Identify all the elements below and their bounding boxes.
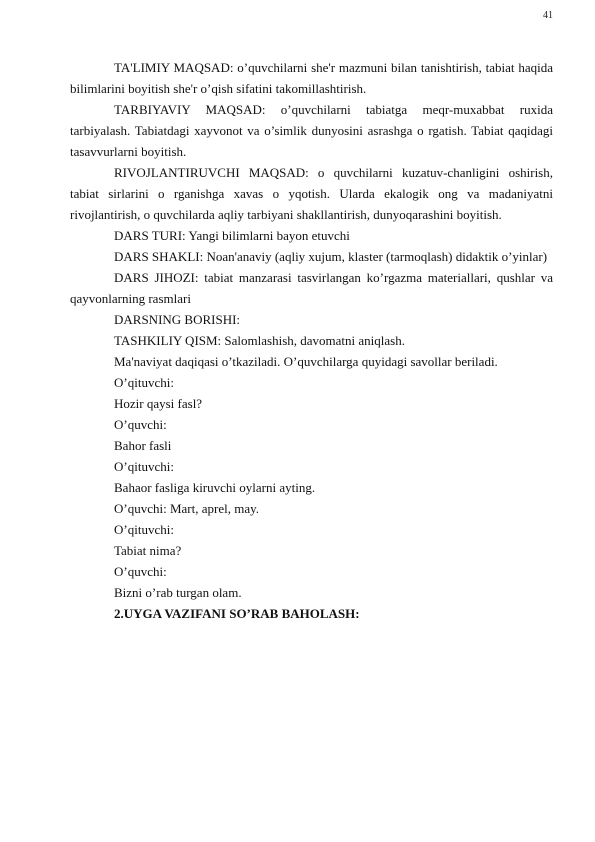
line-tashkiliy-qism: TASHKILIY QISM: Salomlashish, davomatni aniqlash.	[114, 333, 405, 348]
dialogue-line: O’qituvchi:	[114, 375, 174, 390]
line-darsning-borishi: DARSNING BORISHI:	[114, 312, 241, 327]
line-manaviyat-daqiqasi: Ma'naviyat daqiqasi o’tkaziladi. O’quvchilarga quyidagi savollar beriladi.	[114, 354, 498, 369]
dialogue-line: Bizni o’rab turgan olam.	[114, 585, 242, 600]
paragraph-tarbiyaviy-maqsad: TARBIYAVIY MAQSAD: o’quvchilarni tabiatga meqr-muxabbat ruxida tarbiyalash. Tabiatdagi xayvonot va o’simlik dunyosini asrashga o rgatish. Tabiat qaqidagi tasavvurlarni boyitish.	[70, 102, 553, 159]
paragraph-rivojlantiruvchi-maqsad: RIVOJLANTIRUVCHI MAQSAD: o quvchilarni kuzatuv-chanligini oshirish, tabiat sirlarini o rganishga xavas o yqotish. Ularda ekalogik ong va madaniyatni rivojlantirish, o quvchilarda aqliy tarbiyani shakllantirish, dunyoqarashini boyitish.	[70, 165, 553, 222]
paragraph-dars-turi: DARS TURI: Yangi bilimlarni bayon etuvchi	[114, 228, 350, 243]
dialogue-line: O’quvchi: Mart, aprel, may.	[114, 501, 259, 516]
dialogue-line: O’quvchi:	[114, 417, 167, 432]
dialogue-line: O’qituvchi:	[114, 459, 174, 474]
dialogue-line: O’quvchi:	[114, 564, 167, 579]
page-number: 41	[543, 10, 553, 21]
section-heading: 2.UYGA VAZIFANI SO’RAB BAHOLASH:	[114, 606, 360, 621]
dialogue-line: Bahaor fasliga kiruvchi oylarni ayting.	[114, 480, 316, 495]
paragraph-dars-shakli: DARS SHAKLI: Noan'anaviy (aqliy xujum, klaster (tarmoqlash) didaktik o’yinlar)	[114, 249, 548, 264]
paragraph-talimiy-maqsad: TA'LIMIY MAQSAD: o’quvchilarni she'r mazmuni bilan tanishtirish, tabiat haqida bilimlarini boyitish she'r o’qish sifatini takomillashtirish.	[70, 60, 553, 96]
dialogue-line: Hozir qaysi fasl?	[114, 396, 203, 411]
dialogue-line: Bahor fasli	[114, 438, 172, 453]
paragraph-dars-jihozi: DARS JIHOZI: tabiat manzarasi tasvirlangan ko’rgazma materiallari, qushlar va qayvonlarning rasmlari	[70, 270, 553, 306]
dialogue-line: O’qituvchi:	[114, 522, 174, 537]
dialogue-line: Tabiat nima?	[114, 543, 182, 558]
